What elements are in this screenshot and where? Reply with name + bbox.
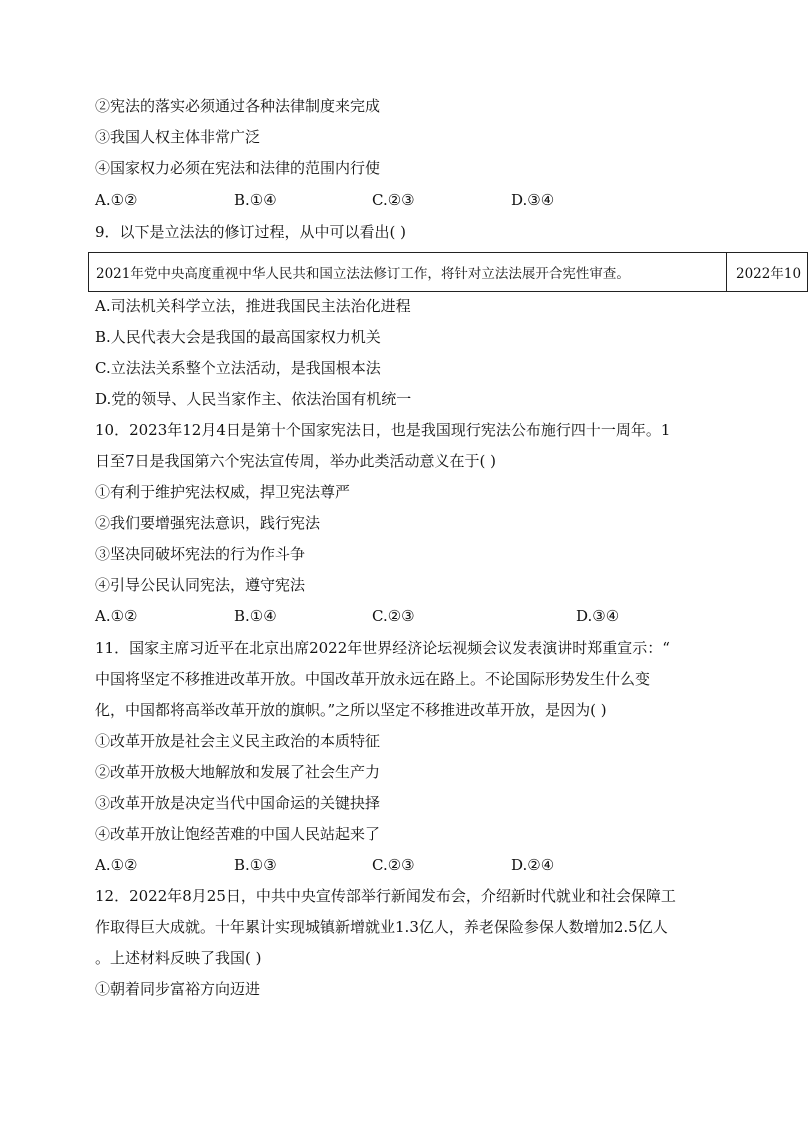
- q11-option-a: A.①②: [95, 856, 138, 874]
- q9-option-c: C.立法法关系整个立法活动，是我国根本法: [95, 359, 381, 377]
- q11-stem-line-1: 11．国家主席习近平在北京出席2022年世界经济论坛视频会议发表演讲时郑重宣示：“: [95, 639, 670, 657]
- q10-item-1: ①有利于维护宪法权威，捍卫宪法尊严: [95, 483, 351, 501]
- q12-stem-line-3: 。上述材料反映了我国( ): [95, 949, 262, 967]
- q10-option-c: C.②③: [372, 607, 415, 625]
- q10-stem-line-1: 10．2023年12月4日是第十个国家宪法日，也是我国现行宪法公布施行四十一周年。1: [95, 421, 671, 439]
- q11-stem-line-3: 化，中国都将高举改革开放的旗帜。”之所以坚定不移推进改革开放，是因为( ): [95, 701, 607, 719]
- q8-item-3: ③我国人权主体非常广泛: [95, 128, 261, 146]
- q10-stem-line-2: 日至7日是我国第六个宪法宣传周，举办此类活动意义在于( ): [95, 452, 497, 470]
- q11-option-d: D.②④: [511, 856, 555, 874]
- q11-item-1: ①改革开放是社会主义民主政治的本质特征: [95, 732, 381, 750]
- q10-option-b: B.①④: [234, 607, 277, 625]
- q9-table-cell-2021: 2021年党中央高度重视中华人民共和国立法法修订工作，将针对立法法展开合宪性审查。: [89, 253, 727, 291]
- q11-stem-line-2: 中国将坚定不移推进改革开放。中国改革开放永远在路上。不论国际形势发生什么变: [95, 670, 651, 688]
- q10-item-3: ③坚决同破坏宪法的行为作斗争: [95, 545, 306, 563]
- q10-option-a: A.①②: [95, 607, 138, 625]
- q8-item-2: ②宪法的落实必须通过各种法律制度来完成: [95, 97, 381, 115]
- q10-item-4: ④引导公民认同宪法，遵守宪法: [95, 576, 306, 594]
- q10-option-d: D.③④: [576, 607, 620, 625]
- q8-option-d: D.③④: [511, 191, 555, 209]
- q8-option-c: C.②③: [372, 191, 415, 209]
- q12-stem-line-2: 作取得巨大成就。十年累计实现城镇新增就业1.3亿人，养老保险参保人数增加2.5亿人: [95, 918, 668, 936]
- q11-option-b: B.①③: [234, 856, 277, 874]
- q9-process-table: [88, 252, 808, 292]
- q9-stem: 9．以下是立法法的修订过程，从中可以看出( ): [95, 223, 407, 241]
- q8-option-a: A.①②: [95, 191, 138, 209]
- q11-option-c: C.②③: [372, 856, 415, 874]
- q12-item-1: ①朝着同步富裕方向迈进: [95, 980, 261, 998]
- q10-item-2: ②我们要增强宪法意识，践行宪法: [95, 514, 321, 532]
- q9-option-b: B.人民代表大会是我国的最高国家权力机关: [95, 328, 381, 346]
- q9-option-d: D.党的领导、人民当家作主、依法治国有机统一: [95, 390, 412, 408]
- q9-option-a: A.司法机关科学立法，推进我国民主法治化进程: [95, 297, 411, 315]
- q9-table-cell-2022: 2022年10: [736, 266, 802, 282]
- q11-item-4: ④改革开放让饱经苦难的中国人民站起来了: [95, 825, 381, 843]
- q12-stem-line-1: 12．2022年8月25日，中共中央宣传部举行新闻发布会，介绍新时代就业和社会保障工: [95, 887, 676, 905]
- q11-item-2: ②改革开放极大地解放和发展了社会生产力: [95, 763, 381, 781]
- q8-option-b: B.①④: [234, 191, 277, 209]
- q11-item-3: ③改革开放是决定当代中国命运的关键抉择: [95, 794, 381, 812]
- q8-item-4: ④国家权力必须在宪法和法律的范围内行使: [95, 159, 381, 177]
